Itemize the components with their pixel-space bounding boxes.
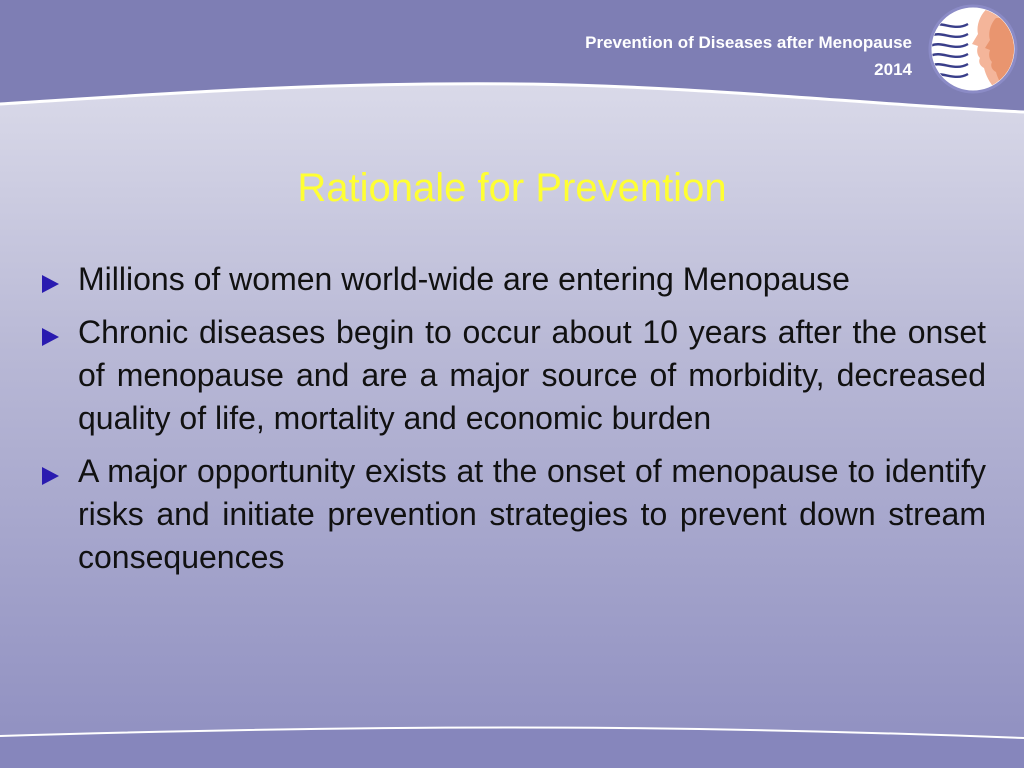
bullet-text: Millions of women world-wide are entering Menopause xyxy=(78,261,850,297)
bullet-list xyxy=(40,258,986,579)
bullet-item xyxy=(40,258,986,301)
bullet-item xyxy=(40,450,986,579)
triangle-bullet-icon xyxy=(42,467,59,485)
header-line-1: Prevention of Diseases after Menopause xyxy=(585,33,912,52)
header-text xyxy=(585,29,912,83)
slide-title: Rationale for Prevention xyxy=(297,166,727,210)
triangle-bullet-icon xyxy=(42,328,59,346)
bullet-text: A major opportunity exists at the onset of menopause to identify risks and initiate prevention strategies to prevent down stream consequences xyxy=(78,453,986,575)
header-line-2: 2014 xyxy=(874,60,912,79)
triangle-bullet-icon xyxy=(42,275,59,293)
faces-profile-logo-icon xyxy=(928,4,1018,94)
bullet-item xyxy=(40,311,986,440)
bullet-text: Chronic diseases begin to occur about 10 years after the onset of menopause and are a major source of morbidity, decreased quality of life, mortality and economic burden xyxy=(78,314,986,436)
